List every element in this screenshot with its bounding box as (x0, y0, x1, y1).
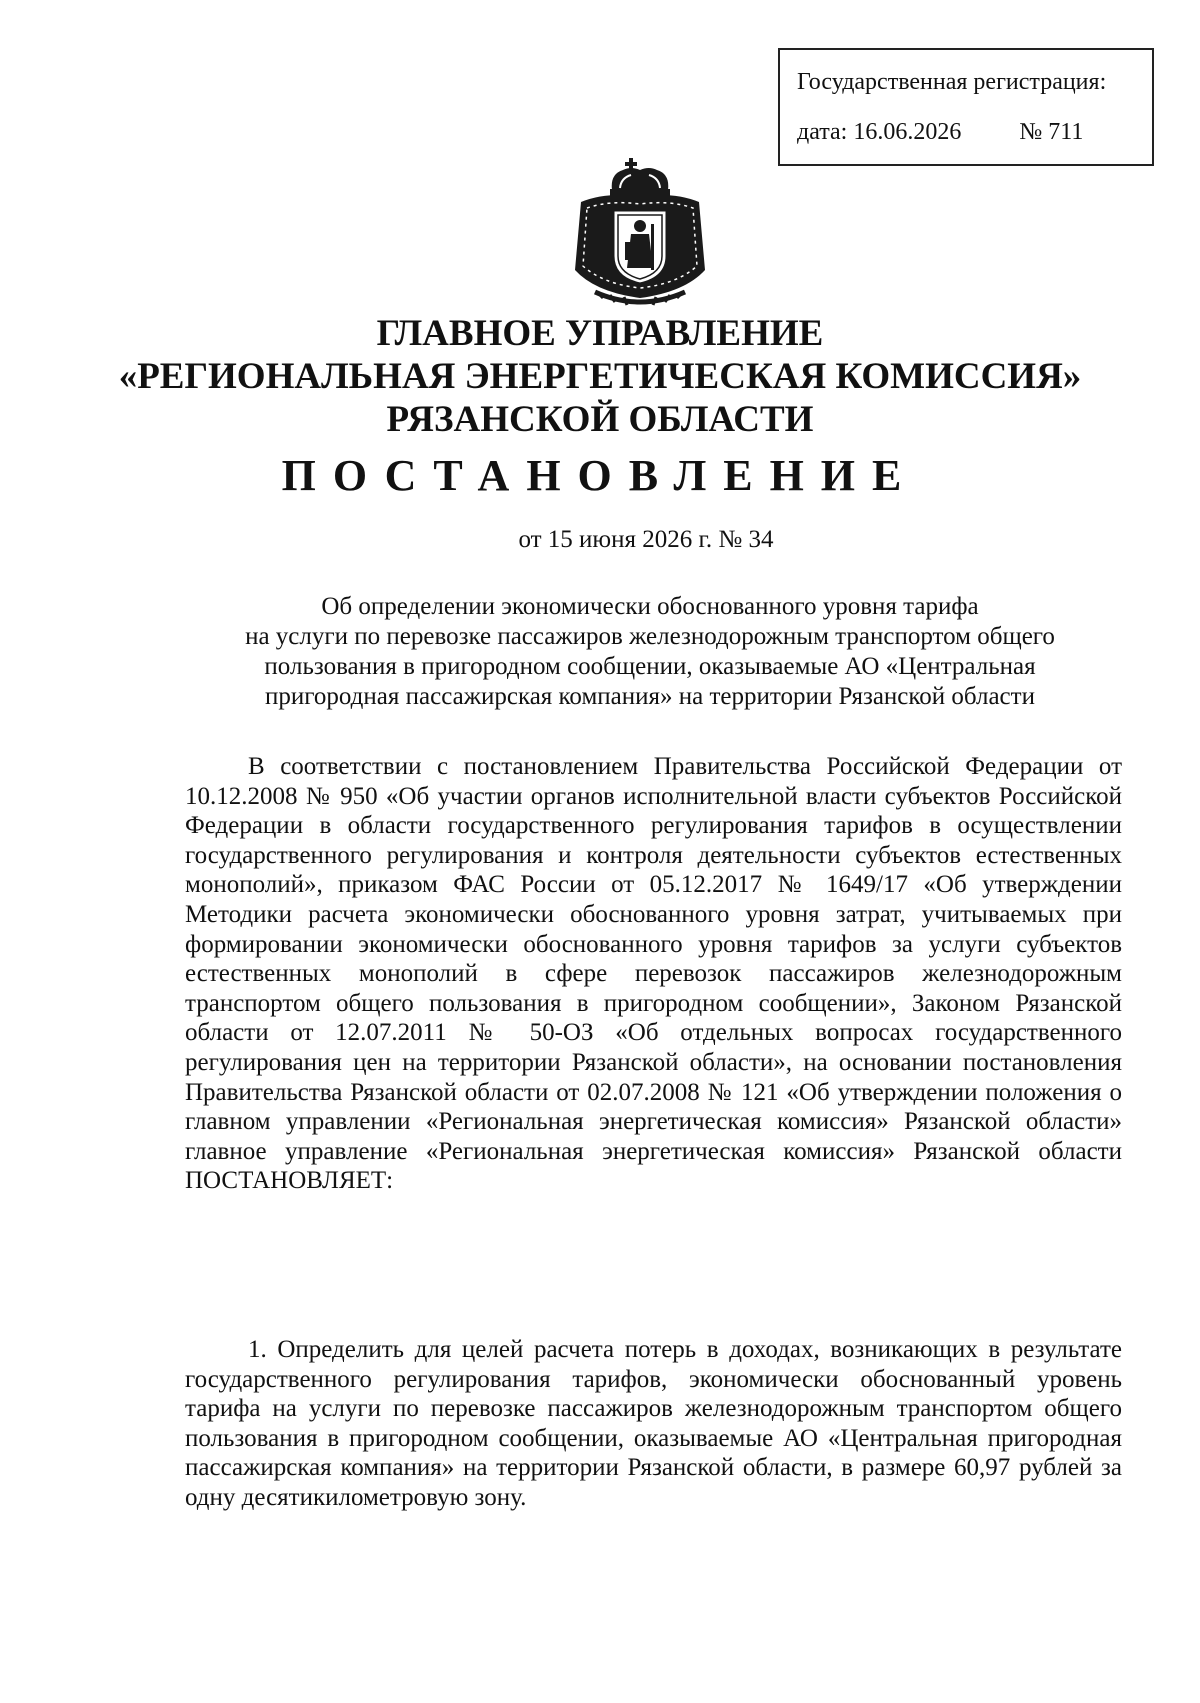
registration-stamp (778, 48, 1154, 166)
registration-number: № 711 (1019, 119, 1084, 145)
agency-line-3: РЯЗАНСКОЙ ОБЛАСТИ (386, 399, 814, 440)
registration-date: дата: 16.06.2026 (797, 119, 962, 145)
agency-line-1: ГЛАВНОЕ УПРАВЛЕНИЕ (376, 313, 824, 354)
subject-line-4: пригородная пассажирская компания» на территории Рязанской области (265, 683, 1035, 710)
agency-line-2: «РЕГИОНАЛЬНАЯ ЭНЕРГЕТИЧЕСКАЯ КОМИССИЯ» (118, 356, 1082, 397)
document-type: ПОСТАНОВЛЕНИЕ (281, 451, 919, 500)
preamble-paragraph (185, 752, 1122, 1196)
clause-1-text: 1. Определить для целей расчета потерь в доходах, возникающих в результате государственного регулирования тарифов, экономически обоснованный уровень тарифа на услуги по перевозке пассажиров железнодорожным транспортом общего пользования в пригородном сообщении, оказываемые АО «Центральная пригородная пассажирская компания» на территории Рязанской области, в размере 60,97 рублей за одну десятикилометровую зону. (185, 1336, 1122, 1511)
subject-line-2: на услуги по перевозке пассажиров железнодорожным транспортом общего (245, 623, 1055, 650)
registration-title: Государственная регистрация: (797, 69, 1107, 95)
subject-line-1: Об определении экономически обоснованного уровня тарифа (321, 593, 979, 620)
document-date-number: от 15 июня 2026 г. № 34 (518, 526, 774, 553)
agency-name (0, 312, 1200, 441)
clause-1-paragraph (185, 1335, 1122, 1513)
subject-line-3: пользования в пригородном сообщении, оказываемые АО «Центральная (264, 653, 1036, 680)
preamble-text: В соответствии с постановлением Правительства Российской Федерации от 10.12.2008 № 950 «Об участии органов исполнительной власти субъектов Российской Федерации в области государственного регулирования тарифов в осуществлении государственного регулирования и контроля деятельности субъектов естественных монополий», приказом ФАС России от 05.12.2017 № 1649/17 «Об утверждении Методики расчета экономически обоснованного уровня затрат, учитываемых при формировании экономически обоснованного уровня тарифов за услуги субъектов естественных монополий в сфере перевозок пассажиров железнодорожным транспортом общего пользования в пригородном сообщении», Законом Рязанской области от 12.07.2011 № 50-ОЗ «Об отдельных вопросах государственного регулирования цен на территории Рязанской области», на основании постановления Правительства Рязанской области от 02.07.2008 № 121 «Об утверждении положения о главном управлении «Региональная энергетическая комиссия» Рязанской области» главное управление «Региональная энергетическая комиссия» Рязанской области ПОСТАНОВЛЯЕТ: (185, 753, 1122, 1195)
ryazan-coat-of-arms-icon (565, 152, 715, 312)
document-subject (150, 592, 1150, 712)
registration-details (797, 118, 1152, 146)
